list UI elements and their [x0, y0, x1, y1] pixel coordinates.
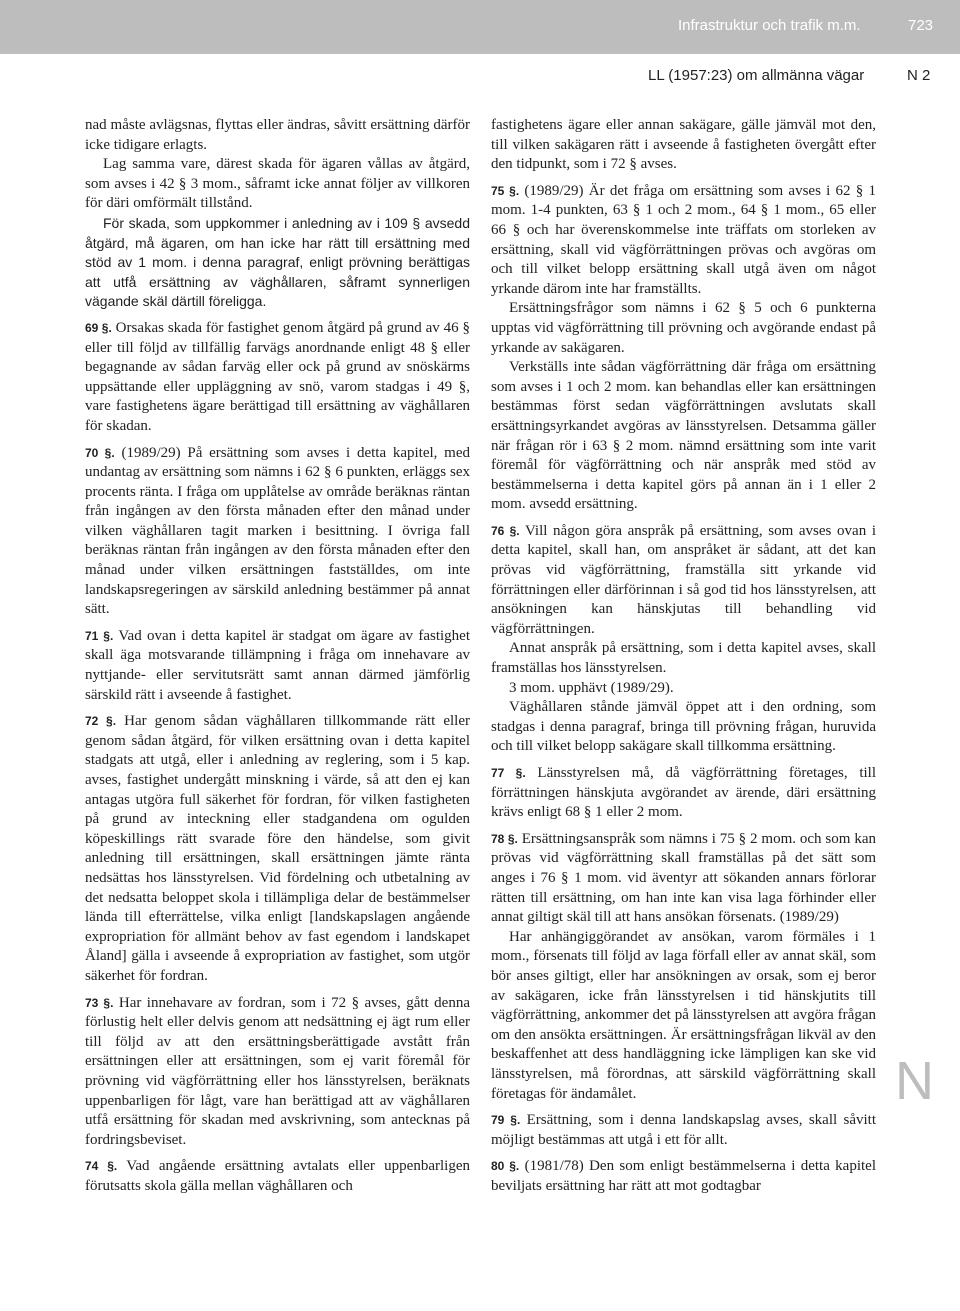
section-number: 80 §. [491, 1159, 520, 1174]
section-number: 72 §. [85, 714, 117, 729]
section-73: 73 §. Har innehavare av fordran, som i 72 § avses, gått denna förlustig helt eller delvis genom att nedsättning ej ägt rum eller till följd av att den ersättningsberättigade avstått från ersättningen eller att ersättningen, som ej varit föremål för prövning vid vägförrättning eller hos länsstyrelsen, beräknats uppenbarligen för lågt, vare han berättigad att av väghållaren utfå ersättning för skadan med avskrivning, som antecknas på fordringsbeviset. [85, 994, 470, 1148]
section-number: 79 §. [491, 1113, 521, 1128]
section-number: 78 §. [491, 831, 518, 846]
section-72: 72 §. Har genom sådan väghållaren tillkommande rätt eller genom sådan åtgärd, för vilken ersättning ovan i detta kapitel stadgats att utgå, eller i anledning av reglering, som i 5 kap. avses, fastighet undergått minskning i värde, så att den ej kan antagas utgöra full säkerhet för fordran, för vilken fastigheten på grund av inteckning eller stadgandena om ogulden köpeskillings rätt svarade före den händelse, som givit anledning till ersättningen, skall ersättningen jämte ränta nedsättas hos länsstyrelsen. Vid fördelning och utbetalning av det nedsatta beloppet skola i tillämpliga delar de bestämmelser lända till efterrättelse, vilka enligt [landskapslagen angående expropriation för allmänt behov av fast egendom i landskapet Åland] gälla i avseende å expropriation av fastighet, som utgör säkerhet för fordran. [85, 713, 470, 984]
section-number: 73 §. [85, 995, 114, 1010]
paragraph: Ersättningsfrågor som nämns i 62 § 5 och 6 punkterna upptas vid vägförrättning till prövning och avgörande endast på yrkande av sakägaren. [491, 300, 876, 356]
section-76: 76 §. Vill någon göra anspråk på ersättning, som avses ovan i detta kapitel, skall han, om anspråket är sådant, att det kan prövas vid vägförrättning, framställa sitt yrkande vid förrättningen eller därförinnan i så god tid hos länsstyrelsen, att ansökningen kan hänskjutas till behandling vid vägförrättningen. [491, 522, 876, 637]
chapter-letter-tab: N [895, 1051, 934, 1111]
section-number: 69 §. [85, 320, 112, 335]
section-number: 77 §. [491, 766, 526, 780]
section-79: 79 §. Ersättning, som i denna landskapslag avses, skall såvitt möjligt bestämmas att utgå i ett för allt. [491, 1112, 876, 1148]
right-column [491, 116, 876, 1196]
page-number: 723 [908, 17, 934, 34]
section-number: 70 §. [85, 445, 115, 460]
paragraph: För skada, som uppkommer i anledning av i 109 § avsedd åtgärd, må ägaren, om han icke har rätt till ersättning med stöd av 1 mom. i denna paragraf, enligt prövning berättigas att utfå ersättning av väghållaren, såframt synnerligen vägande skäl därtill föreligga. [85, 214, 470, 310]
paragraph: Lag samma vare, därest skada för ägaren vållas av åtgärd, som avses i 42 § 3 mom., såframt icke annat följer av villkoren för däri omförmält tillstånd. [85, 156, 470, 212]
law-title: LL (1957:23) om allmänna vägar [648, 67, 865, 84]
paragraph: 3 mom. upphävt (1989/29). [509, 679, 674, 696]
section-number: 74 §. [85, 1159, 118, 1174]
section-78: 78 §. Ersättningsanspråk som nämns i 75 § 2 mom. och som kan prövas vid vägförrättning skall framställas på det sätt som anges i 76 § 1 mom. vid äventyr att sökanden annars förlorar rätten till ersättning, om han inte kan visa laga förhinder eller annat giltigt skäl till att hans ansökan försenats. (1989/29) [491, 830, 876, 926]
paragraph: Har anhängiggörandet av ansökan, varom förmäles i 1 mom., försenats till följd av laga förfall eller av annat skäl, som bör anses giltigt, eller har ansökningen av orsak, som ej beror av sakägaren, icke från länsstyrelsen i tid hänskjutits till vägförrättning, ankommer det på länsstyrelsen att avgöra frågan om den ansökta ersättningen. Är ersättningsfrågan likväl av den beskaffenhet att dess handläggning icke lämpligen kan ske vid länsstyrelsen, må förordnas, att särskild vägförrättning skall företagas för ändamålet. [491, 928, 876, 1102]
paragraph: Annat anspråk på ersättning, som i detta kapitel avses, skall framställas hos länsstyrelsen. [491, 640, 876, 677]
paragraph: fastighetens ägare eller annan sakägare, gälle jämväl mot den, till vilken sakägaren rätt i avseende å fastigheten övergått efter den tidpunkt, som i 72 § avses. [491, 117, 876, 173]
section-number: 71 §. [85, 628, 114, 643]
section-77: 77 §. Länsstyrelsen må, då vägförrättning företages, till förrättningen hänskjuta avgörandet av ärende, däri ersättning krävs enligt 68 § 1 eller 2 mom. [491, 765, 876, 821]
paragraph: nad måste avlägsnas, flyttas eller ändras, såvitt ersättning därför icke tidigare erlagts. [85, 117, 470, 153]
section-75: 75 §. (1989/29) Är det fråga om ersättning som avses i 62 § 1 mom. 1-4 punkten, 63 § 1 och 2 mom., 64 § 1 mom., 65 eller 66 § och har överenskommelse inte träffats om storleken av ersättning, skall vid vägförrättningen prövas och avgöras om och till vilket belopp ersättning skall utgå även om något yrkande därom inte har framställts. [491, 182, 876, 297]
section-80: 80 §. (1981/78) Den som enligt bestämmelserna i detta kapitel beviljats ersättning har rätt att mot godtagbar [491, 1158, 876, 1194]
section-tag: N 2 [907, 67, 931, 84]
section-69: 69 §. Orsakas skada för fastighet genom åtgärd på grund av 46 § eller till följd av tillfällig farvägs anordnande enligt 48 § eller begagnande av sådan farväg eller ock på grund av snöskärms uppsättande eller uppläggning av snö, varom stadgas i 49 §, vare fastighetens ägare berättigad till ersättning av väghållaren för skadan. [85, 319, 470, 434]
section-71: 71 §. Vad ovan i detta kapitel är stadgat om ägare av fastighet skall äga motsvarande tillämpning i fråga om innehavare av nyttjande- eller servitutsrätt samt annan därmed jämförlig särskild rätt i avseende å fastighet. [85, 627, 470, 703]
section-70: 70 §. (1989/29) På ersättning som avses i detta kapitel, med undantag av ersättning som nämns i 62 § 6 punkten, erläggs sex procents ränta. I fråga om upplåtelse av område beräknas räntan från ingången av den första månaden efter den månad under vilken väghållaren tagit marken i besittning. I övriga fall beräknas räntan från ingången av den första månaden efter den månad under vilken ersättningen fastställdes, om inte landskapsregeringen av särskild anledning bestämmer på annat sätt. [85, 444, 470, 618]
section-74: 74 §. Vad angående ersättning avtalats eller uppenbarligen förutsatts skola gälla mellan väghållaren och [85, 1158, 470, 1194]
left-column [85, 116, 470, 1196]
paragraph: Verkställs inte sådan vägförrättning där fråga om ersättning som avses i 1 och 2 mom. kan behandlas eller kan ersättningen bestämmas först sedan vägförrättningen avslutats skall ersättningsyrkandet avgöras av länsstyrelsen. Detsamma gäller när frågan rör i 63 § 2 mom. nämnd ersättning som inte varit föremål för vägförrättning och när anspråk med stöd av bestämmelserna i detta kapitel görs på annan än i 1 eller 2 mom. avsedd ersättning. [491, 359, 876, 513]
running-header-bar [0, 0, 960, 54]
paragraph: Väghållaren stånde jämväl öppet att i den ordning, som stadgas i denna paragraf, bringa till prövning frågan, huruvida och till vilket belopp sakägare skall tillkomma ersättning. [491, 699, 876, 755]
chapter-title: Infrastruktur och trafik m.m. [678, 17, 861, 34]
section-number: 76 §. [491, 523, 520, 538]
section-number: 75 §. [491, 183, 520, 198]
